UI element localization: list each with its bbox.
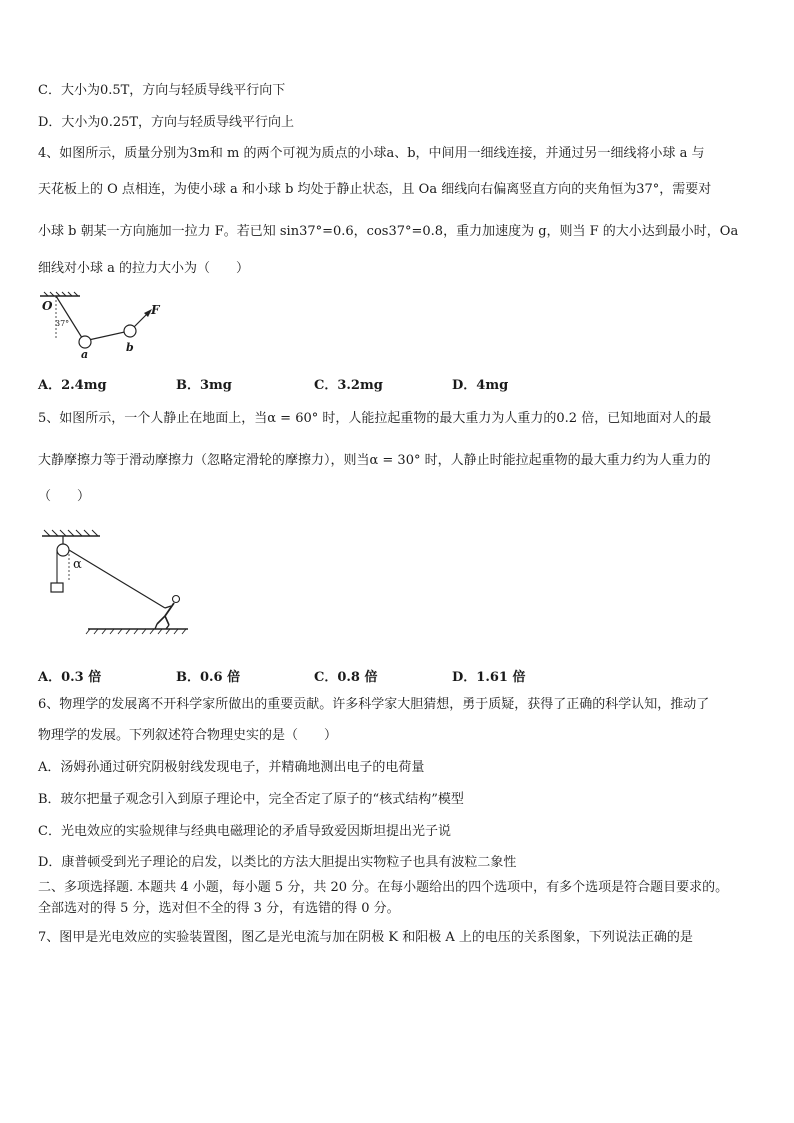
q5-text-line-3: （ ） [38,489,91,504]
q3-option-d: D．大小为0.25T，方向与轻质导线平行向上 [38,115,295,130]
q3-option-c: C．大小为0.5T，方向与轻质导线平行向下 [38,83,286,98]
q6-option-d: D．康普顿受到光子理论的启发，以类比的方法大胆提出实物粒子也具有波粒二象性 [38,855,517,870]
q5-option-c: C．0.8 倍 [314,670,378,685]
q5-text-line-2: 大静摩擦力等于滑动摩擦力（忽略定滑轮的摩擦力），则当α = 30° 时，人静止时能拉起重物的最大重力约为人重力的 [38,453,711,468]
q5-option-b: B．0.6 倍 [176,670,241,685]
rope-to-person [69,550,165,608]
q4-option-b: B．3mg [176,378,232,393]
person-figure [155,596,180,630]
section2-instructions-line-1: 二、多项选择题. 本题共 4 小题，每小题 5 分，共 20 分。在每小题给出的四个选项中，有多个选项是符合题目要求的。 [38,880,729,895]
q4-option-c: C．3.2mg [314,378,383,393]
q5-text-line-1: 5、如图所示，一个人静止在地面上，当α = 60° 时，人能拉起重物的最大重力为人重力的0.2 倍，已知地面对人的最 [38,411,712,426]
ground-hatched [86,629,188,634]
ceiling [40,292,80,296]
q5-figure [38,528,198,638]
label-f: F [151,303,160,317]
q4-figure [36,292,176,362]
hanging-weight [51,583,63,592]
label-o: O [42,299,53,313]
section2-instructions-line-2: 全部选对的得 5 分，选对但不全的得 3 分，有选错的得 0 分。 [38,901,400,916]
label-angle-37: 37° [55,319,70,328]
label-alpha: α [73,557,82,572]
ceiling-hatched [42,530,100,536]
q4-text-line-2: 天花板上的 O 点相连，为使小球 a 和小球 b 均处于静止状态，且 Oa 细线向右偏离竖直方向的夹角恒为37°，需要对 [38,182,712,197]
q4-option-a: A．2.4mg [38,378,107,393]
q6-text-line-1: 6、物理学的发展离不开科学家所做出的重要贡献。许多科学家大胆猜想，勇于质疑，获得了正确的科学认知，推动了 [38,697,710,712]
q5-option-d: D．1.61 倍 [452,670,526,685]
ball-a [79,336,91,348]
q4-text-line-4: 细线对小球 a 的拉力大小为（ ） [38,261,250,276]
q6-text-line-2: 物理学的发展。下列叙述符合物理史实的是（ ） [38,728,338,743]
q6-option-b: B．玻尔把量子观念引入到原子理论中，完全否定了原子的“核式结构”模型 [38,792,464,807]
q4-text-line-1: 4、如图所示，质量分别为3m和 m 的两个可视为质点的小球a、b，中间用一细线连接，并通过另一细线将小球 a 与 [38,146,705,161]
pulley-wheel [57,544,69,556]
label-b: b [126,341,134,354]
q6-option-c: C．光电效应的实验规律与经典电磁理论的矛盾导致爱因斯坦提出光子说 [38,824,451,839]
q5-option-a: A．0.3 倍 [38,670,102,685]
q4-option-d: D．4mg [452,378,509,393]
label-a: a [81,348,89,361]
q6-option-a: A．汤姆孙通过研究阴极射线发现电子，并精确地测出电子的电荷量 [38,760,425,775]
q7-text-line-1: 7、图甲是光电效应的实验装置图，图乙是光电流与加在阴极 K 和阳极 A 上的电压的关系图象，下列说法正确的是 [38,930,693,945]
q4-text-line-3: 小球 b 朝某一方向施加一拉力 F。若已知 sin37°=0.6，cos37°=0.8，重力加速度为 g，则当 F 的大小达到最小时，Oa [38,224,739,239]
